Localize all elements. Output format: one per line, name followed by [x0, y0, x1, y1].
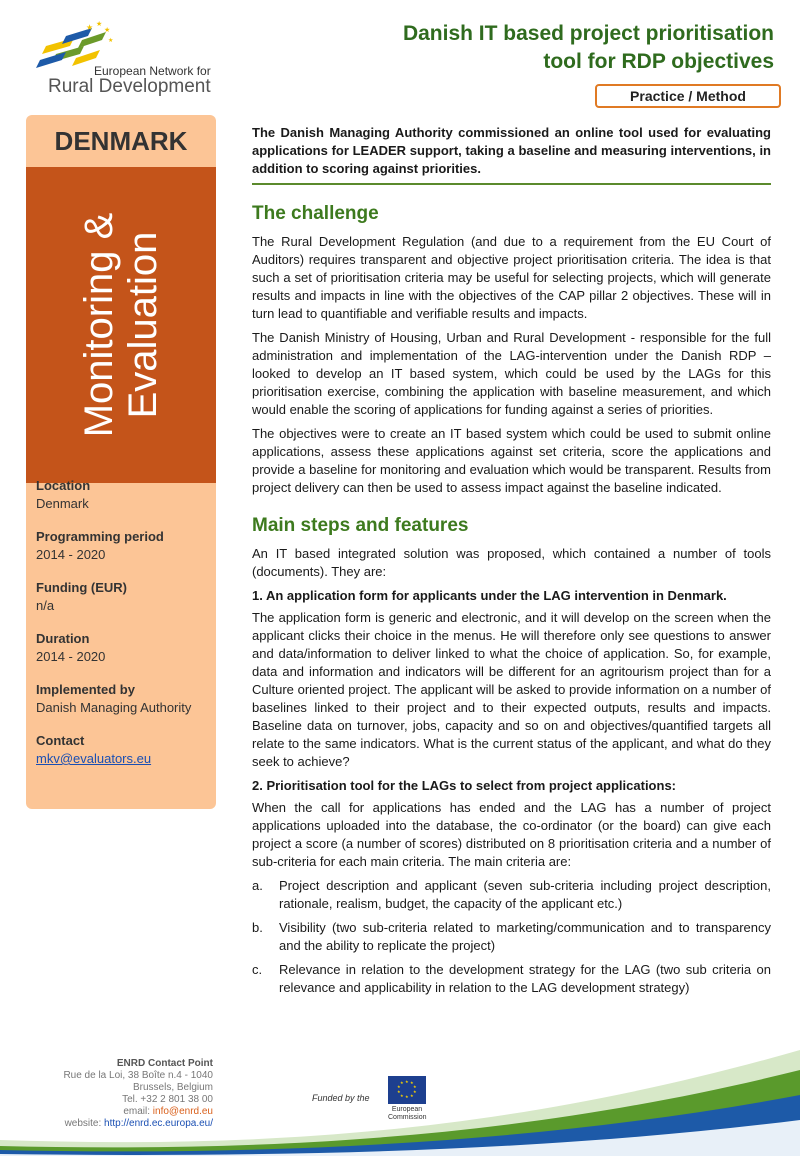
email-line — [40, 1106, 213, 1118]
svg-text:★: ★ — [86, 23, 94, 32]
page-title — [294, 20, 774, 76]
svg-text:★: ★ — [410, 1080, 414, 1085]
address-line2: Brussels, Belgium — [132, 1082, 213, 1093]
logo-line1: European Network for — [94, 64, 211, 78]
telephone: Tel. +32 2 801 38 00 — [122, 1094, 213, 1105]
theme-band — [26, 167, 216, 483]
info-label: Duration — [36, 631, 90, 646]
info-item-contact — [36, 732, 212, 768]
funded-by-label: Funded by the — [312, 1093, 370, 1103]
theme-line2: Evaluation — [121, 231, 165, 419]
info-label: Contact — [36, 733, 85, 748]
list-item — [252, 919, 771, 955]
svg-text:★: ★ — [108, 38, 114, 44]
svg-text:★: ★ — [410, 1093, 414, 1098]
steps-paragraph: An IT based integrated solution was proposed, which contained a number of tools (documents). They are: — [252, 546, 771, 579]
enrd-logo — [36, 20, 211, 97]
list-marker: b. — [252, 920, 263, 935]
email-link[interactable]: info@enrd.eu — [152, 1106, 213, 1117]
email-label: email: — [123, 1106, 153, 1117]
info-label: Funding (EUR) — [36, 580, 127, 595]
info-label: Location — [36, 478, 91, 493]
website-line — [40, 1118, 213, 1130]
list-item — [252, 877, 771, 913]
info-value: n/a — [36, 598, 55, 613]
list-text: Visibility (two sub-criteria related to marketing/communication and to transparency and the ability to replicate the project) — [279, 920, 771, 953]
svg-text:★: ★ — [405, 1094, 409, 1099]
step1-paragraph: The application form is generic and electronic, and it will develop on the screen when the applicant clicks their choice in the menus. He will therefore only see questions to answer and data/information to deliver linked to what the choice of application. So, for example, data and information and indicators will be different for an agritourism project than for a Culture oriented project. The applicant will be asked to provide information on a number of baselines linked to their project and to their expected outputs, results and impacts. Baseline data on turnover, jobs, capacity and so on and objectives/quantified targets all relate to the same indicators. What is the current status of the applicant, and what do they seek to achieve? — [252, 610, 771, 769]
eu-label-line1: European — [391, 1106, 423, 1113]
eu-label-line2: Commission — [388, 1114, 427, 1121]
list-marker: c. — [252, 962, 263, 977]
info-value: Danish Managing Authority — [36, 700, 192, 715]
divider — [252, 183, 771, 185]
svg-text:★: ★ — [413, 1084, 417, 1089]
list-text: Relevance in relation to the development strategy for the LAG (two sub criteria on relevance and applicability in relation to the LAG development strategy) — [279, 962, 771, 995]
svg-text:★: ★ — [104, 27, 111, 34]
info-item-location — [36, 477, 212, 513]
info-value: Denmark — [36, 496, 89, 511]
info-value: 2014 - 2020 — [36, 649, 106, 664]
main-content — [252, 124, 771, 1003]
info-list — [36, 477, 212, 783]
contact-email-link[interactable]: mkv@evaluators.eu — [36, 751, 152, 766]
svg-text:★: ★ — [397, 1084, 401, 1089]
step2-paragraph: When the call for applications has ended and the LAG has a number of project applications uploaded into the database, the co-ordinator (or the board) can give each project a score (a number of scores) distributed on 8 prioritisation criteria and a number of sub-criteria for each main criteria. The main criteria are: — [252, 800, 771, 869]
svg-text:★: ★ — [397, 1089, 401, 1094]
step1-heading: 1. An application form for applicants under the LAG intervention in Denmark. — [252, 588, 727, 603]
info-item-duration — [36, 630, 212, 666]
theme-line1: Monitoring & — [77, 212, 121, 438]
contact-title: ENRD Contact Point — [116, 1058, 213, 1069]
challenge-paragraph-2: The Danish Ministry of Housing, Urban and Rural Development - responsible for the full administration and implementation of the LAG-intervention under the Danish RDP – looked to develop an IT based system, which could be used by the LAGs for this prioritisation exercise, combining the application with baseline measurement, and which would enable the scoring of applications for funding against a series of priorities. — [252, 330, 771, 417]
challenge-heading: The challenge — [252, 203, 379, 224]
contact-block — [40, 1058, 213, 1130]
list-text: Project description and applicant (seven sub-criteria including project description, rationale, realism, budget, the capacity of the applicant etc.) — [279, 878, 771, 911]
type-badge: Practice / Method — [595, 84, 781, 108]
svg-text:★: ★ — [96, 21, 103, 28]
logo-line2: Rural Development — [48, 76, 211, 97]
info-item-funding — [36, 579, 212, 615]
website-label: website: — [64, 1118, 105, 1129]
info-item-implemented-by — [36, 681, 212, 717]
theme-label — [77, 175, 165, 475]
info-value: 2014 - 2020 — [36, 547, 106, 562]
title-line1: Danish IT based project prioritisation — [402, 22, 774, 45]
step2-heading: 2. Prioritisation tool for the LAGs to select from project applications: — [252, 778, 676, 793]
sidebar — [26, 115, 216, 809]
svg-text:★: ★ — [400, 1093, 404, 1098]
svg-text:★: ★ — [405, 1079, 409, 1084]
info-label: Programming period — [36, 529, 164, 544]
list-item — [252, 961, 771, 997]
steps-heading: Main steps and features — [252, 515, 469, 536]
info-item-programming-period — [36, 528, 212, 564]
address-line1: Rue de la Loi, 38 Boîte n.4 - 1040 — [63, 1070, 213, 1081]
svg-text:★: ★ — [400, 1080, 404, 1085]
title-line2: tool for RDP objectives — [543, 50, 774, 73]
eu-flag-icon — [388, 1076, 426, 1104]
website-link[interactable]: http://enrd.ec.europa.eu/ — [104, 1118, 213, 1129]
intro-summary: The Danish Managing Authority commissioned an online tool used for evaluating applications for LEADER support, taking a baseline and measuring interventions, in addition to scoring against priorities. — [252, 125, 771, 176]
info-label: Implemented by — [36, 682, 135, 697]
eu-commission-label — [388, 1106, 426, 1122]
svg-text:★: ★ — [413, 1089, 417, 1094]
challenge-paragraph-1: The Rural Development Regulation (and due to a requirement from the EU Court of Auditors) requires transparent and objective project prioritisation criteria. The idea is that such a set of prioritisation criteria may be useful for selecting projects, which will generate results and impacts in line with the objectives of the CAP pillar 2 objectives. These will in turn lead to quantifiable and verifiable results and impacts. — [252, 234, 771, 321]
list-marker: a. — [252, 878, 263, 893]
challenge-paragraph-3: The objectives were to create an IT based system which could be used to submit online applications, assess these applications against set criteria, score the applications and provide a baseline for monitoring and evaluation which would be transparent. Results from project delivery can then be used to assess impact against the baseline indicated. — [252, 426, 771, 495]
country-label: DENMARK — [54, 126, 188, 156]
